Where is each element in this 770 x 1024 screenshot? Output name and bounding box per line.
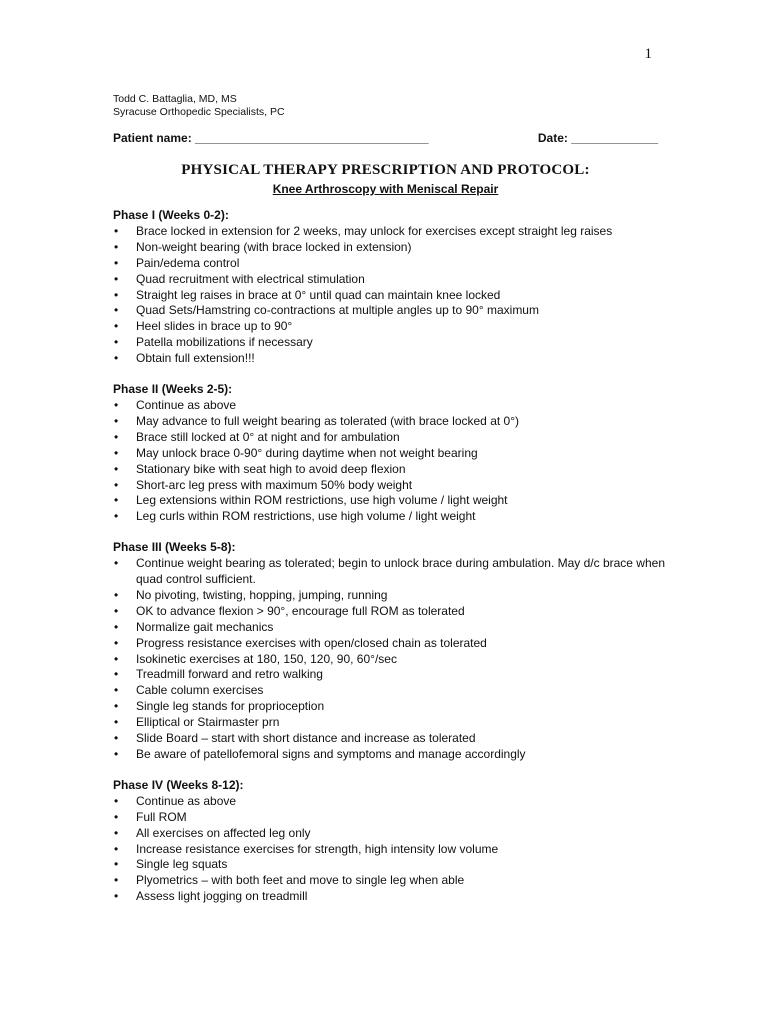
author-name: Todd C. Battaglia, MD, MS: [113, 93, 237, 105]
list-item: • Quad Sets/Hamstring co-contractions at multiple angles up to 90° maximum: [113, 303, 668, 319]
phase-bullet-list: [113, 224, 668, 367]
phase-section: [113, 208, 668, 367]
list-item: • Straight leg raises in brace at 0° until quad can maintain knee locked: [113, 288, 668, 304]
phase-heading: Phase IV (Weeks 8-12):: [113, 777, 244, 792]
list-item: • Non-weight bearing (with brace locked in extension): [113, 240, 668, 256]
list-item: • Continue as above: [113, 794, 668, 810]
list-item: • Brace still locked at 0° at night and for ambulation: [113, 430, 668, 446]
phase-heading: Phase III (Weeks 5-8):: [113, 540, 236, 555]
list-item: • Stationary bike with seat high to avoid deep flexion: [113, 462, 668, 478]
patient-info-line: [113, 131, 658, 145]
list-item: • OK to advance flexion > 90°, encourage full ROM as tolerated: [113, 604, 668, 620]
list-item: • Isokinetic exercises at 180, 150, 120, 90, 60°/sec: [113, 652, 668, 668]
list-item: • Patella mobilizations if necessary: [113, 335, 668, 351]
list-item: • Assess light jogging on treadmill: [113, 889, 668, 905]
phase-bullet-list: [113, 398, 668, 525]
date-field: Date: _____________: [537, 131, 658, 145]
phase-heading: Phase I (Weeks 0-2):: [113, 208, 229, 222]
title-block: [113, 162, 658, 196]
phase-heading: Phase II (Weeks 2-5):: [113, 382, 233, 397]
phase-section: [113, 540, 668, 763]
list-item: • Increase resistance exercises for strength, high intensity low volume: [113, 842, 668, 858]
list-item: • Cable column exercises: [113, 683, 668, 699]
list-item: • Continue as above: [113, 398, 668, 414]
list-item: • Continue weight bearing as tolerated; begin to unlock brace during ambulation. May d/c brace when quad control sufficient.: [113, 556, 668, 588]
author-block: [113, 93, 285, 119]
list-item: • Leg extensions within ROM restrictions, use high volume / light weight: [113, 493, 668, 509]
page-number: 1: [644, 46, 652, 62]
patient-name-field: Patient name: ___________________________________: [113, 131, 429, 145]
phase-section: [113, 778, 668, 905]
document-subtitle: Knee Arthroscopy with Meniscal Repair: [272, 182, 499, 196]
document-title: PHYSICAL THERAPY PRESCRIPTION AND PROTOCOL:: [181, 162, 590, 178]
list-item: • Single leg squats: [113, 857, 668, 873]
phases-section: [113, 208, 668, 920]
list-item: • Leg curls within ROM restrictions, use high volume / light weight: [113, 509, 668, 525]
list-item: • Single leg stands for proprioception: [113, 699, 668, 715]
list-item: • Progress resistance exercises with open/closed chain as tolerated: [113, 636, 668, 652]
phase-section: [113, 382, 668, 525]
list-item: • Obtain full extension!!!: [113, 351, 668, 367]
phase-bullet-list: [113, 556, 668, 763]
list-item: • Treadmill forward and retro walking: [113, 667, 668, 683]
list-item: • Plyometrics – with both feet and move to single leg when able: [113, 873, 668, 889]
list-item: • Short-arc leg press with maximum 50% body weight: [113, 478, 668, 494]
list-item: • All exercises on affected leg only: [113, 826, 668, 842]
list-item: • Elliptical or Stairmaster prn: [113, 715, 668, 731]
list-item: • Be aware of patellofemoral signs and symptoms and manage accordingly: [113, 747, 668, 763]
list-item: • Quad recruitment with electrical stimulation: [113, 272, 668, 288]
phase-bullet-list: [113, 794, 668, 905]
list-item: • No pivoting, twisting, hopping, jumping, running: [113, 588, 668, 604]
list-item: • Pain/edema control: [113, 256, 668, 272]
list-item: • May advance to full weight bearing as tolerated (with brace locked at 0°): [113, 414, 668, 430]
list-item: • May unlock brace 0-90° during daytime when not weight bearing: [113, 446, 668, 462]
list-item: • Slide Board – start with short distance and increase as tolerated: [113, 731, 668, 747]
list-item: • Full ROM: [113, 810, 668, 826]
list-item: • Brace locked in extension for 2 weeks, may unlock for exercises except straight leg raises: [113, 224, 668, 240]
list-item: • Heel slides in brace up to 90°: [113, 319, 668, 335]
practice-name: Syracuse Orthopedic Specialists, PC: [113, 106, 285, 118]
list-item: • Normalize gait mechanics: [113, 620, 668, 636]
